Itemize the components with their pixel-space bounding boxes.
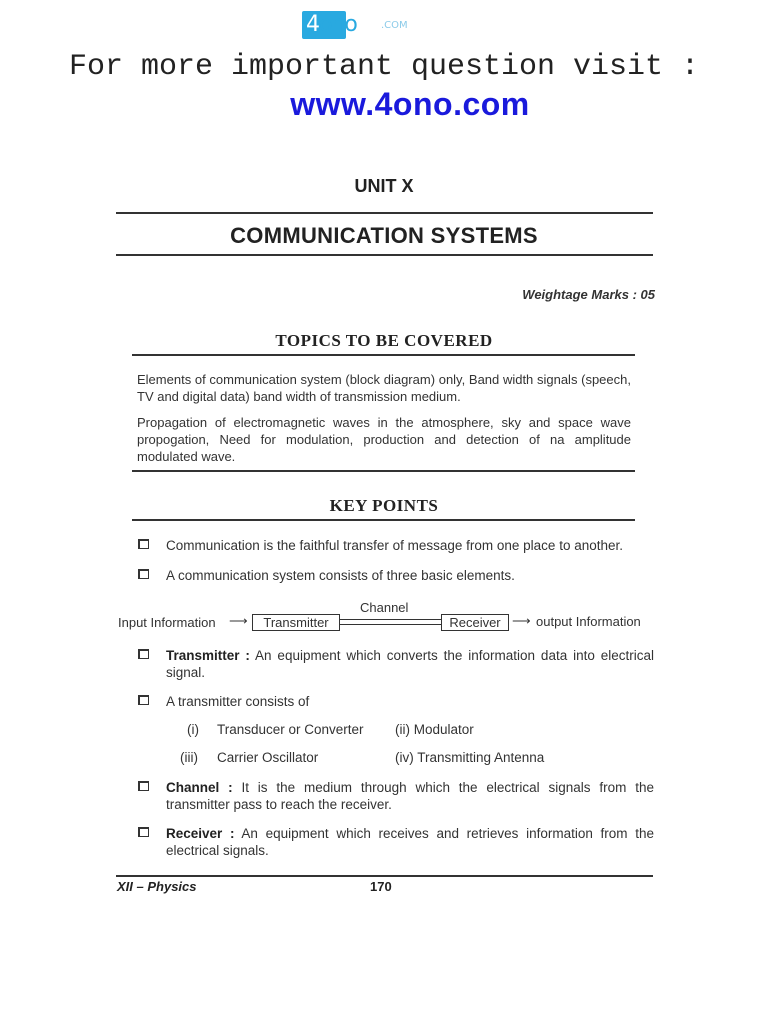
- footer-rule: [116, 875, 653, 877]
- channel-line-top: [340, 619, 441, 620]
- title-rule-bottom: [116, 254, 653, 256]
- weightage-marks: Weightage Marks : 05: [522, 287, 655, 302]
- arrow-right-icon: ⟶: [512, 613, 531, 628]
- topics-paragraph-2: Propagation of electromagnetic waves in the atmosphere, sky and space wave propogation, Need for modulation, production and detection of na amplitude modulated wave.: [137, 415, 631, 464]
- key-point-text: A communication system consists of three basic elements.: [166, 568, 515, 583]
- part-number: (iii): [180, 750, 198, 765]
- part-carrier-oscillator: Carrier Oscillator: [217, 750, 319, 765]
- checkbox-bullet-icon: [138, 827, 149, 837]
- receiver-definition: An equipment which receives and retrieves information from the electrical signals.: [166, 826, 654, 858]
- arrow-right-icon: ⟶: [229, 613, 248, 628]
- diagram-transmitter-box: Transmitter: [252, 614, 340, 631]
- page-title: COMMUNICATION SYSTEMS: [230, 223, 538, 248]
- checkbox-bullet-icon: [138, 539, 149, 549]
- part-modulator: (ii) Modulator: [395, 722, 474, 737]
- title-rule-top: [116, 212, 653, 214]
- checkbox-bullet-icon: [138, 695, 149, 705]
- checkbox-bullet-icon: [138, 649, 149, 659]
- channel-term: Channel :: [166, 780, 233, 795]
- key-points-heading: KEY POINTS: [329, 496, 439, 515]
- receiver-term: Receiver :: [166, 826, 235, 841]
- diagram-output-label: output Information: [536, 614, 641, 629]
- key-points-rule: [132, 519, 635, 521]
- promo-text: For more important question visit :: [68, 50, 700, 84]
- transmitter-term: Transmitter :: [166, 648, 250, 663]
- channel-line-bottom: [340, 624, 441, 625]
- topics-heading: TOPICS TO BE COVERED: [275, 331, 493, 350]
- page-number: 170: [370, 879, 392, 894]
- topics-paragraph-1: Elements of communication system (block diagram) only, Band width signals (speech, TV and digital data) band width of transmission medium.: [137, 372, 631, 404]
- transmitter-definition: An equipment which converts the information data into electrical signal.: [166, 648, 654, 680]
- key-point-text: Communication is the faithful transfer of message from one place to another.: [166, 538, 623, 553]
- part-transducer: Transducer or Converter: [217, 722, 364, 737]
- diagram-input-label: Input Information: [118, 615, 216, 630]
- diagram-receiver-box: Receiver: [441, 614, 509, 631]
- logo-wordmark: 4ono: [306, 12, 357, 37]
- logo-domain: .COM: [381, 20, 408, 31]
- topics-rule-top: [132, 354, 635, 356]
- transmitter-parts-intro: A transmitter consists of: [166, 694, 310, 709]
- communication-block-diagram: [110, 596, 670, 636]
- unit-label: UNIT X: [354, 176, 414, 196]
- site-link[interactable]: www.4ono.com: [290, 86, 530, 122]
- footer-subject: XII – Physics: [117, 879, 197, 894]
- checkbox-bullet-icon: [138, 569, 149, 579]
- part-number: (i): [187, 722, 199, 737]
- part-transmitting-antenna: (iv) Transmitting Antenna: [395, 750, 545, 765]
- channel-definition: It is the medium through which the electrical signals from the transmitter pass to reach the receiver.: [166, 780, 654, 812]
- checkbox-bullet-icon: [138, 781, 149, 791]
- topics-rule-bottom: [132, 470, 635, 472]
- diagram-channel-label: Channel: [360, 600, 409, 615]
